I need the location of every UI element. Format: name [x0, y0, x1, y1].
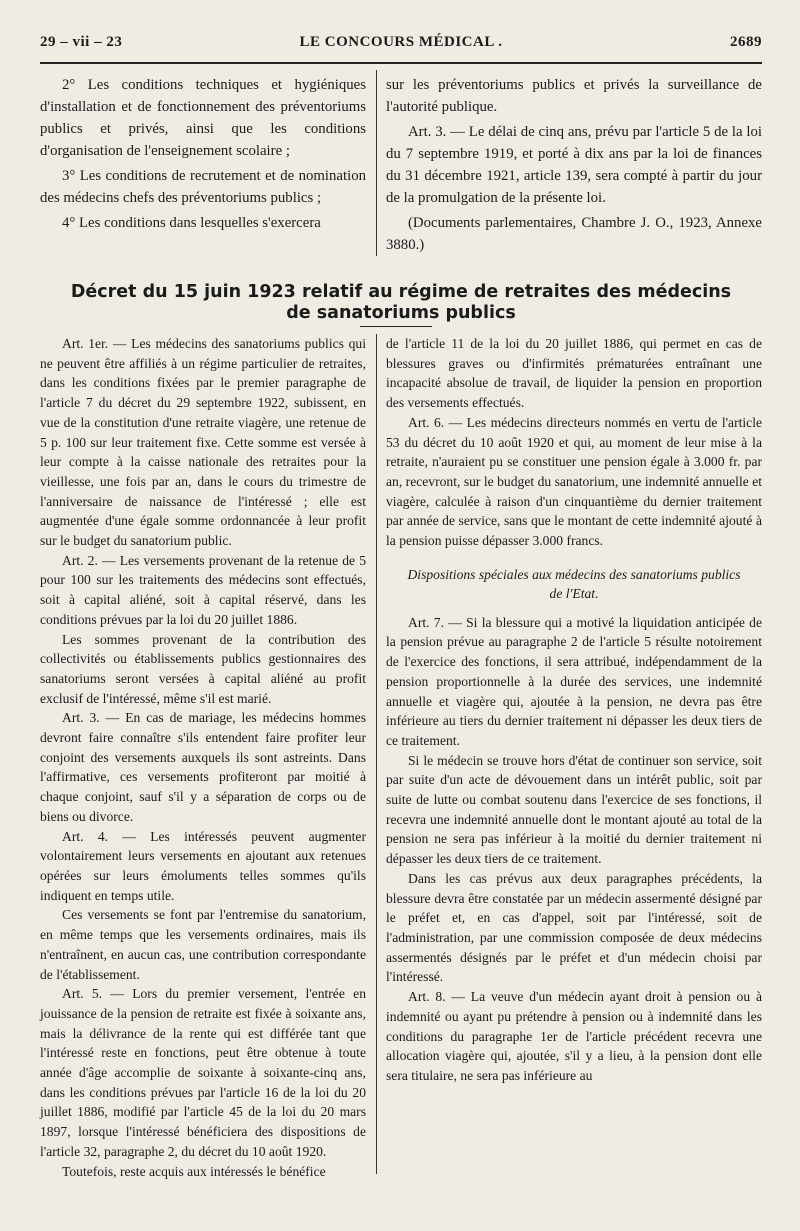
paragraph: Art. 3. — Le délai de cinq ans, prévu par l'article 5 de la loi du 7 septembre 1919, et porté à dix ans par la loi de finances du 31 décembre 1921, article 139, sera compté à partir du jour de la promulgation de la présente loi. [386, 124, 762, 206]
paragraph: 2° Les conditions techniques et hygiéniques d'installation et de fonctionnement des préventoriums publics et privés, ainsi que les conditions d'organisation de l'enseignement scolaire ; [40, 77, 366, 159]
paragraph: Si le médecin se trouve hors d'état de continuer son service, soit par suite d'un acte de dévouement dans un intérêt public, soit par suite de lutte ou combat soutenu dans l'exercice de ses fonctions, il recevra une indemnité annuelle dont le montant ajouté au total de la pension ne sera pas inférieur à la moitié du dernier traitement ni dépasser les deux tiers de ce traitement. [386, 752, 762, 867]
paragraph: Les sommes provenant de la contribution des collectivités ou établissements publics gestionnaires des sanatoriums seront versées à capital aliéné au profit exclusif de l'intéressé, même s'il est marié. [40, 631, 366, 706]
column-divider [376, 70, 377, 256]
decree-title-line: de sanatoriums publics [286, 303, 516, 323]
right-body-column [386, 334, 762, 1086]
paragraph: 4° Les conditions dans lesquelles s'exercera [62, 215, 321, 231]
left-body-column [40, 334, 366, 1181]
top-right-column [386, 74, 762, 259]
issue-date: 29 – vii – 23 [40, 34, 123, 50]
paragraph: Toutefois, reste acquis aux intéressés le bénéfice [62, 1163, 326, 1179]
paragraph: 3° Les conditions de recrutement et de nomination des médecins chefs des préventoriums publics ; [40, 168, 366, 206]
decree-title-line: Décret du 15 juin 1923 relatif au régime de retraites des médecins [70, 282, 732, 302]
journal-title: LE CONCOURS MÉDICAL . [299, 34, 503, 50]
paragraph: sur les préventoriums publics et privés la surveillance de l'autorité publique. [386, 77, 762, 115]
citation: (Documents parlementaires, Chambre J. O., 1923, Annexe 3880.) [386, 215, 762, 253]
page-number: 2689 [730, 34, 762, 50]
article-3: Art. 3. — En cas de mariage, les médecins hommes devront faire connaître s'ils entendent faire profiter leur conjoint des versements auxquels ils sont astreints. Dans l'affirmative, ces versements profiteront par moitié à chaque conjoint, sauf s'il y a séparation de corps ou de biens ou divorce. [40, 710, 366, 824]
column-divider [376, 334, 377, 1174]
title-rule [360, 326, 432, 327]
running-header [40, 34, 762, 60]
paragraph: de l'article 11 de la loi du 20 juillet 1886, qui permet en cas de blessures graves ou d'infirmités prématurées entraînant une incapacité absolue de travail, de liquider la pension en proportion des versements effectués. [386, 336, 762, 411]
article-7: Art. 7. — Si la blessure qui a motivé la liquidation anticipée de la pension prévue au paragraphe 2 de l'article 5 résulte notoirement de l'exercice des fonctions, il sera attribué, indépendamment de la pension proportionnelle à la durée des services, une indemnité annuelle et viagère qui, ajoutée à la pension, ne devra pas être inférieure au tiers du dernier traitement ni dépasser les deux tiers de ce traitement. [386, 614, 762, 748]
section-subheading: Dispositions spéciales aux médecins des sanatoriums publics de l'Etat. [407, 566, 741, 601]
article-8: Art. 8. — La veuve d'un médecin ayant droit à pension ou à indemnité ou ayant pu prétendre à pension ou à indemnité dans les conditions du paragraphe 1er de l'article précédent recevra une allocation viagère qui, ajoutée, s'il y a lieu, à la pension dont elle sera titulaire, ne sera pas inférieure au [386, 989, 762, 1083]
article-4: Art. 4. — Les intéressés peuvent augmenter volontairement leurs versements en ajoutant aux retenues opérées sur leurs émoluments telles sommes qu'ils indiquent en temps utile. [40, 828, 366, 903]
paragraph: Ces versements se font par l'entremise du sanatorium, en même temps que les versements ordinaires, mais ils n'entraînent, en aucun cas, une contribution correspondante de l'établissement. [40, 907, 366, 982]
paragraph: Dans les cas prévus aux deux paragraphes précédents, la blessure devra être constatée par un médecin assermenté désigné par le préfet et, en cas d'appel, soit par l'intéressé, soit de l'administration, par une commission composée de deux médecins assermentés désignés par le préfet et d'un médecin choisi par l'intéressé. [386, 870, 762, 985]
header-rule [40, 62, 762, 64]
article-1: Art. 1er. — Les médecins des sanatoriums publics qui ne peuvent être affiliés à un régime particulier de retraites, dans les conditions fixées par le premier paragraphe de l'article 7 du décret du 29 septembre 1922, subissent, en vue de la constitution d'une retraite viagère, une retenue de 5 p. 100 sur leur traitement fixe. Cette somme est versée à leur compte à la caisse nationale des retraites pour la vieillesse, une fois par an, dans le cours du trimestre de l'anniversaire de naissance de l'intéressé ; elle est augmentée d'une égale somme ordonnancée à leur profit sur le budget du sanatorium public. [40, 336, 366, 549]
decree-title [40, 282, 762, 324]
article-2: Art. 2. — Les versements provenant de la retenue de 5 pour 100 sur les traitements des médecins sont effectués, soit à capital aliéné, soit à capital réservé, dans les conditions prévues par la loi du 20 juillet 1886. [40, 552, 366, 627]
article-6: Art. 6. — Les médecins directeurs nommés en vertu de l'article 53 du décret du 10 août 1920 et qui, au moment de leur mise à la retraite, n'auraient pu se constituer une pension égale à 3.000 fr. par an, recevront, sur le budget du sanatorium, une indemnité annuelle et viagère, calculée à raison d'un cinquantième du dernier traitement par année de service, sans que le montant de cette indemnité ajouté à la pension puisse dépasser 3.000 francs. [386, 414, 762, 549]
top-left-column [40, 74, 366, 237]
article-5: Art. 5. — Lors du premier versement, l'entrée en jouissance de la pension de retraite est fixée à soixante ans, mais la délivrance de la rente qui est différée tant que l'intéressé reste en fonctions, peut être obtenue à toute année d'âge accomplie de soixante à soixante-cinq ans, dans les conditions prévues par l'article 16 de la loi du 20 juillet 1886, modifié par l'article 45 de la loi du 20 mars 1897, lorsque l'intéressé bénéficiera des dispositions de l'article 32, paragraphe 2, du décret du 10 août 1920. [40, 986, 366, 1159]
